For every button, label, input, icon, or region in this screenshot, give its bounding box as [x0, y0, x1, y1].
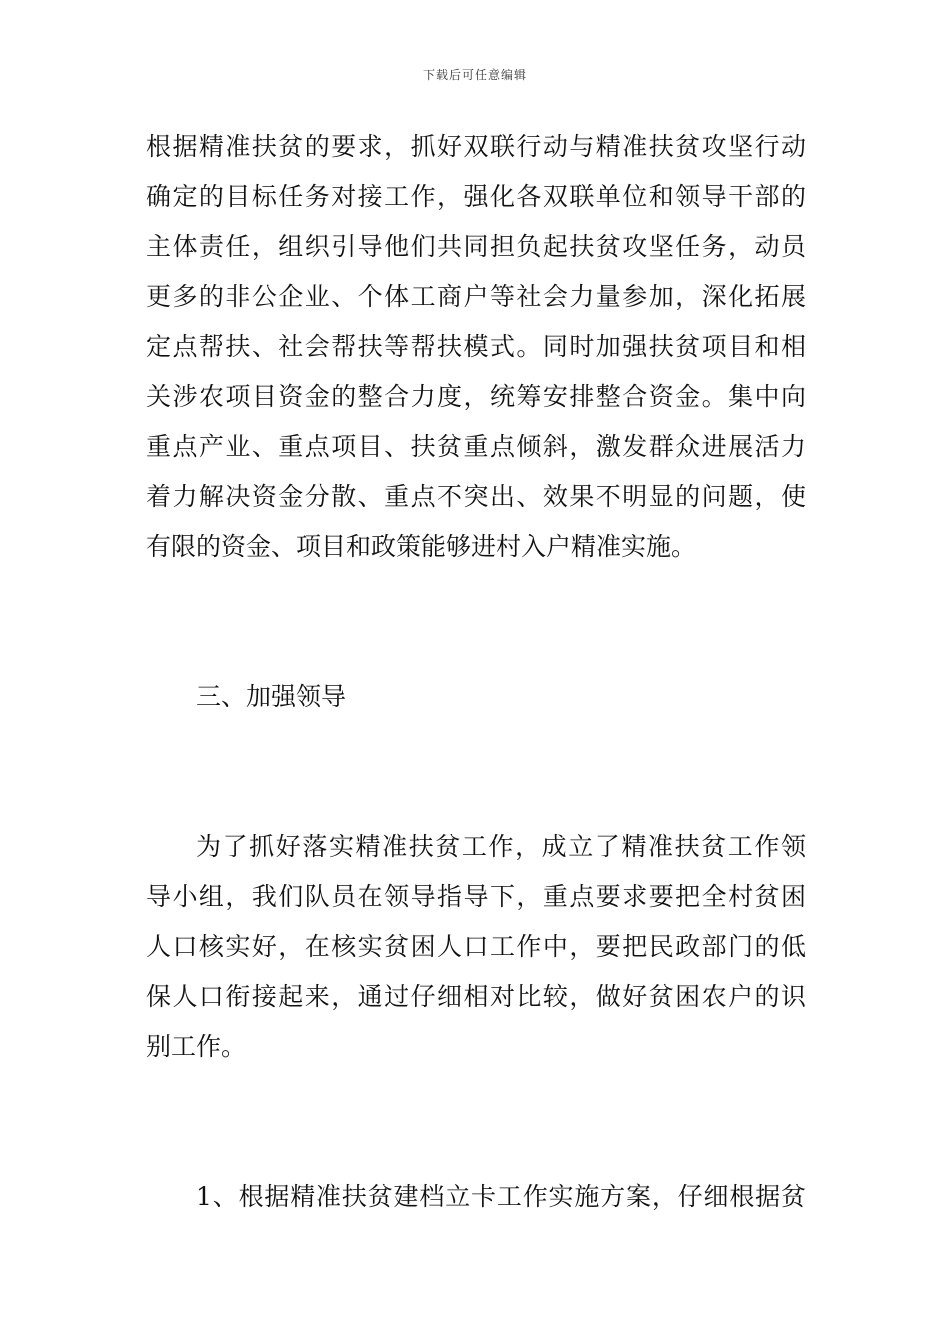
paragraph-line: 更多的非公企业、个体工商户等社会力量参加，深化拓展 [146, 282, 806, 311]
paragraph-line: 主体责任，组织引导他们共同担负起扶贫攻坚任务，动员 [146, 232, 806, 261]
paragraph-line: 定点帮扶、社会帮扶等帮扶模式。同时加强扶贫项目和相 [146, 332, 806, 361]
paragraph-line: 别工作。 [146, 1032, 247, 1061]
paragraph-line: 确定的目标任务对接工作，强化各双联单位和领导干部的 [146, 182, 806, 211]
paragraph-line: 导小组，我们队员在领导指导下，重点要求要把全村贫困 [146, 882, 806, 911]
paragraph-line: 人口核实好，在核实贫困人口工作中，要把民政部门的低 [146, 932, 806, 961]
page-header-note: 下载后可任意编辑 [422, 68, 527, 82]
paragraph-line: 有限的资金、项目和政策能够进村入户精准实施。 [146, 532, 697, 561]
paragraph-line: 着力解决资金分散、重点不突出、效果不明显的问题，使 [146, 482, 806, 511]
paragraph-line: 重点产业、重点项目、扶贫重点倾斜，激发群众进展活力 [146, 432, 806, 461]
paragraph-line: 保人口衔接起来，通过仔细相对比较，做好贫困农户的识 [146, 982, 806, 1011]
paragraph-line: 1、根据精准扶贫建档立卡工作实施方案，仔细根据贫 [196, 1182, 806, 1211]
paragraph-line: 为了抓好落实精准扶贫工作，成立了精准扶贫工作领 [196, 832, 806, 861]
paragraph-line: 根据精准扶贫的要求，抓好双联行动与精准扶贫攻坚行动 [146, 132, 806, 161]
paragraph-line: 关涉农项目资金的整合力度，统筹安排整合资金。集中向 [146, 382, 806, 411]
section-heading: 三、加强领导 [196, 682, 347, 711]
